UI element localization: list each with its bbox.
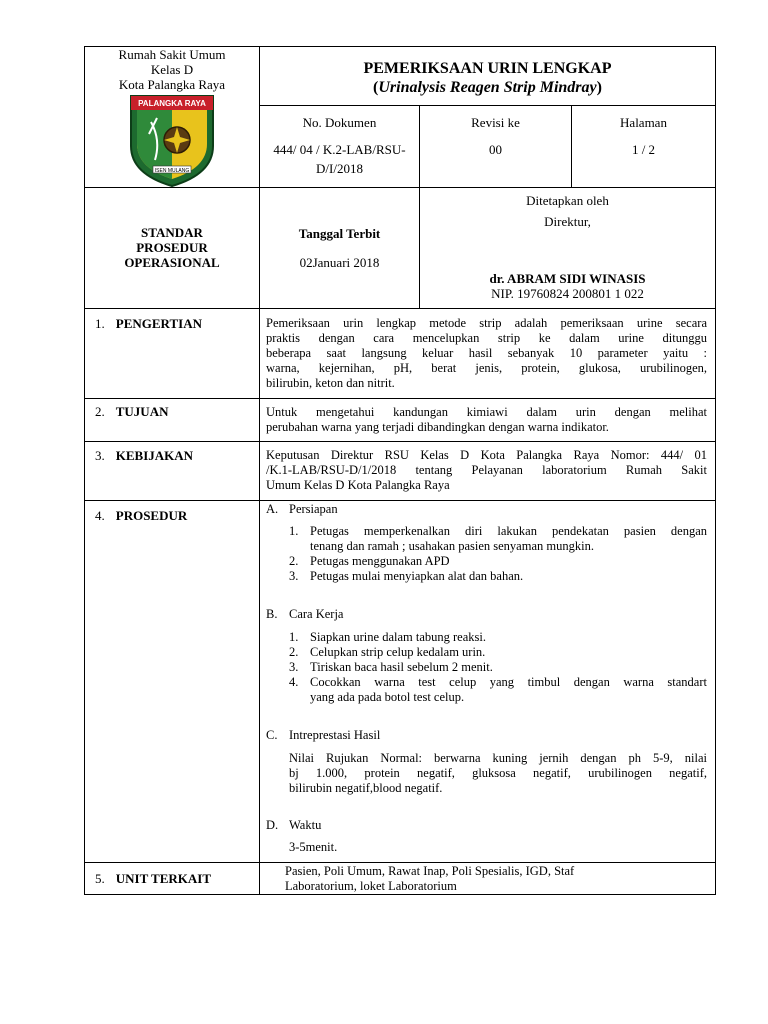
title-subtitle: (Urinalysis Reagen Strip Mindray)	[373, 79, 602, 96]
section-3-heading: 3. KEBIJAKAN	[95, 448, 194, 463]
hospital-line-3: Kota Palangka Raya	[118, 77, 226, 92]
hospital-line-1: Rumah Sakit Umum	[118, 47, 226, 62]
subsection-a-heading: A. Persiapan	[266, 502, 338, 516]
doc-number-value-2: D/I/2018	[316, 161, 363, 176]
revision-label: Revisi ke	[471, 115, 520, 130]
subsection-a-list	[266, 524, 707, 584]
section-5-text: Pasien, Poli Umum, Rawat Inap, Poli Spesialis, IGD, Staf Laboratorium, loket Laboratorium	[285, 864, 575, 893]
list-item: 2. Celupkan strip celup kedalam urin.	[289, 645, 486, 659]
section-1-heading: 1. PENGERTIAN	[95, 316, 202, 331]
approved-by: Ditetapkan oleh	[526, 193, 609, 208]
subsection-c-text: Nilai Rujukan Normal: berwarna kuning jernih dengan ph 5-9, nilai bj 1.000, protein negatif, gluksosa negatif, urubilinogen negatif, bilirubin negatif,blood negatif.	[289, 751, 707, 795]
list-item: 2. Petugas menggunakan APD	[289, 554, 450, 568]
sop-label: STANDAR PROSEDUR OPERASIONAL	[124, 225, 220, 270]
doc-number-value-1: 444/ 04 / K.2-LAB/RSU-	[273, 142, 406, 157]
hospital-name	[85, 47, 259, 92]
page-value: 1 / 2	[631, 142, 656, 157]
section-2-text: Untuk mengetahui kandungan kimiawi dalam urin dengan melihat perubahan warna yang terjadi dibandingkan dengan warna indikator.	[266, 405, 707, 434]
doc-number-label: No. Dokumen	[302, 115, 377, 130]
director-name: dr. ABRAM SIDI WINASIS	[489, 271, 646, 286]
subsection-d-value: 3-5menit.	[289, 840, 338, 854]
procedure-body	[266, 502, 707, 855]
subsection-b-heading: B. Cara Kerja	[266, 607, 344, 621]
doc-number-cell	[260, 115, 419, 176]
issue-date-cell	[260, 226, 419, 270]
list-item: 4. Cocokkan warna test celup yang timbul dengan warna standart yang ada pada botol test celup.	[289, 675, 707, 704]
hospital-line-2: Kelas D	[150, 62, 194, 77]
subsection-b-list	[266, 630, 707, 705]
list-item: 3. Petugas mulai menyiapkan alat dan bahan.	[289, 569, 524, 583]
page-cell	[572, 115, 715, 157]
title-subtitle-text: Urinalysis Reagen Strip Mindray	[378, 79, 597, 96]
city-logo	[127, 94, 217, 188]
page-label: Halaman	[620, 115, 667, 130]
director-signature	[420, 271, 715, 301]
section-4-heading: 4. PROSEDUR	[95, 508, 188, 523]
section-1-text: Pemeriksaan urin lengkap metode strip adalah pemeriksaan urine secara praktis dengan cara mencelupkan strip ke dalam urine ditunggu beberapa saat langsung keluar hasil sebanyak 10 parameter yaitu : warna, kejernihan, pH, berat jenis, protein, glukosa, urubilinogen, bilirubin, keton dan nitrit.	[266, 316, 707, 390]
document-title	[260, 59, 715, 97]
issue-date-label: Tanggal Terbit	[298, 226, 381, 241]
list-item: 3. Tiriskan baca hasil sebelum 2 menit.	[289, 660, 493, 674]
director-nip: NIP. 19760824 200801 1 022	[491, 286, 644, 301]
title-main: PEMERIKSAAN URIN LENGKAP	[363, 60, 612, 77]
subsection-c-heading: C. Intreprestasi Hasil	[266, 728, 381, 742]
section-2-heading: 2. TUJUAN	[95, 404, 169, 419]
revision-cell	[420, 115, 571, 157]
revision-value: 00	[489, 142, 502, 157]
subsection-d-heading: D. Waktu	[266, 818, 322, 832]
director-position: Direktur,	[544, 214, 591, 229]
list-item: 1. Petugas memperkenalkan diri lakukan pendekatan pasien dengan tenang dan ramah ; usahakan pasien senyaman mungkin.	[289, 524, 707, 553]
section-5-heading: 5. UNIT TERKAIT	[95, 871, 211, 886]
logo-motto-text: ISEN MULANG	[154, 168, 190, 174]
issue-date-value: 02Januari 2018	[299, 255, 380, 270]
section-3-text: Keputusan Direktur RSU Kelas D Kota Palangka Raya Nomor: 444/ 01 /K.1-LAB/RSU-D/1/2018 tentang Pelayanan laboratorium Rumah Sakit Umum Kelas D Kota Palangka Raya	[266, 448, 707, 492]
logo-banner-text: PALANGKA RAYA	[138, 99, 206, 108]
approval-cell	[420, 193, 715, 229]
list-item: 1. Siapkan urine dalam tabung reaksi.	[289, 630, 486, 644]
